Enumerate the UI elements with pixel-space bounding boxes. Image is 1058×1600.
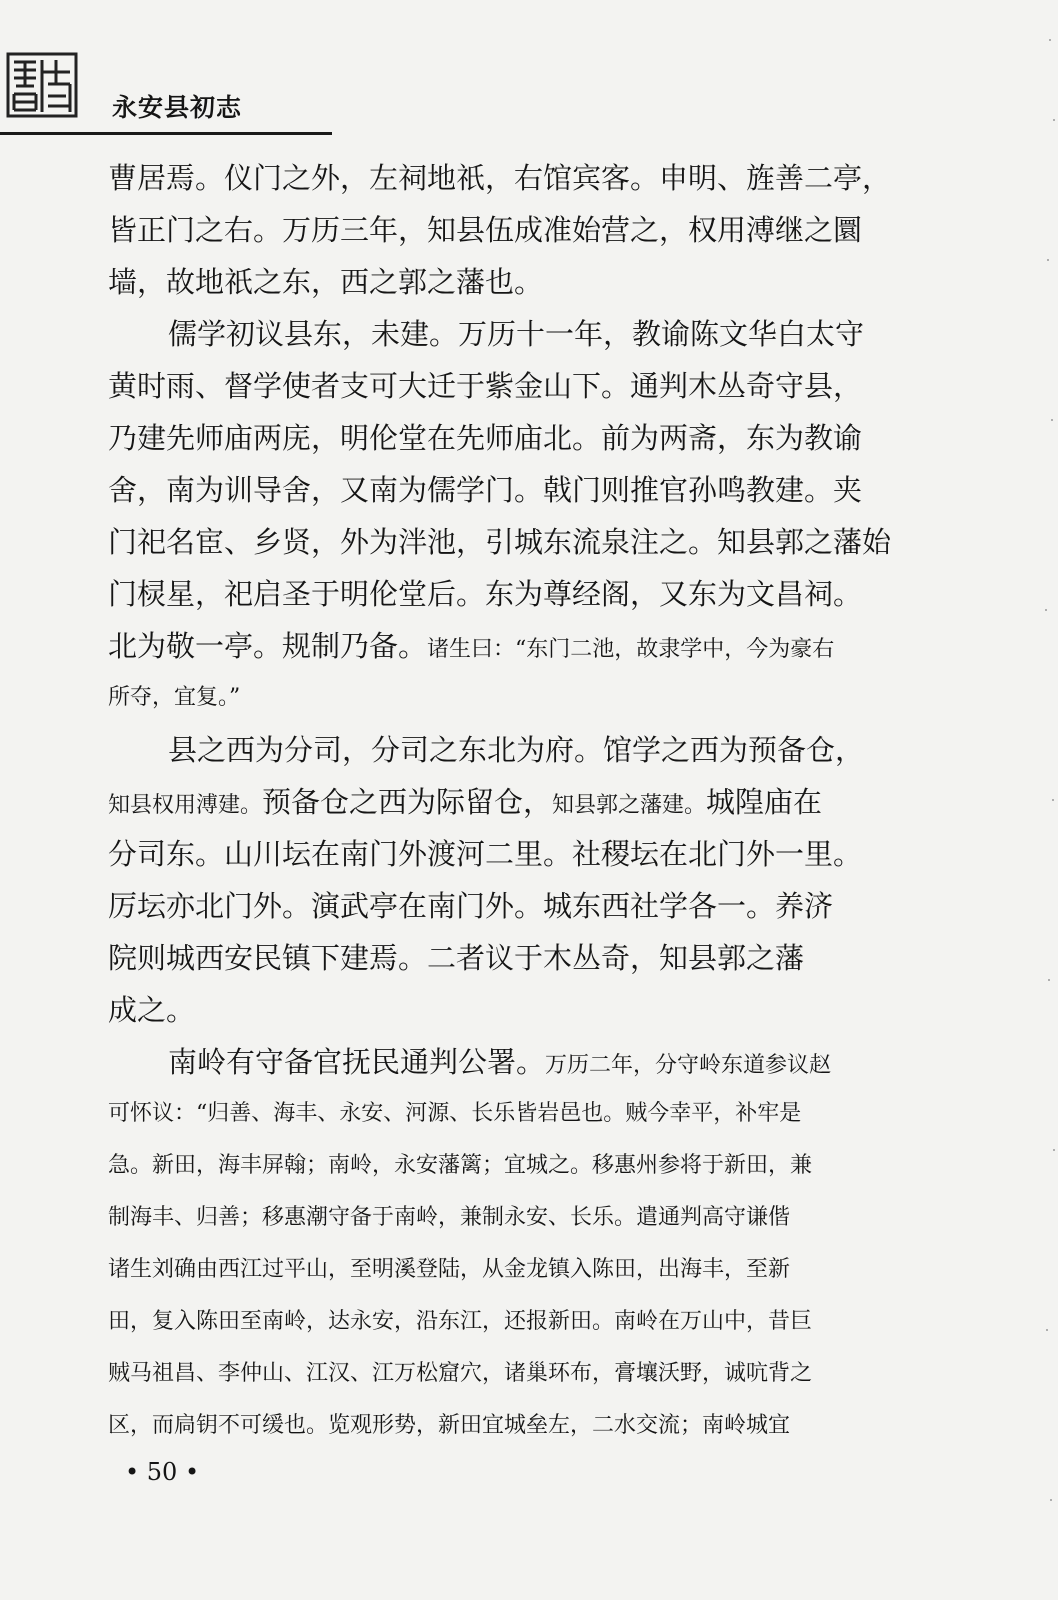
text-line <box>108 1088 928 1140</box>
annotation-text: 知县权用溥建。 <box>108 793 263 818</box>
annotation-text: 贼马祖昌、李仲山、江汉、江万松窟穴，诸巢环布，膏壤沃野，诚吭背之 <box>108 1361 813 1386</box>
text-line <box>108 204 928 256</box>
main-text: 皆正门之右。万历三年，知县伍成准始营之，权用溥继之圜 <box>108 213 863 247</box>
annotation-text: 万历二年，分守岭东道参议赵 <box>545 1053 832 1078</box>
text-line <box>108 1244 928 1296</box>
annotation-text: 田，复入陈田至南岭，达永安，沿东江，还报新田。南岭在万山中，昔巨 <box>108 1309 813 1334</box>
text-line <box>108 1400 928 1452</box>
main-text: 乃建先师庙两庑，明伦堂在先师庙北。前为两斋，东为教谕 <box>108 421 863 455</box>
main-text: 曹居焉。仪门之外，左祠地祇，右馆宾客。申明、旌善二亭， <box>108 161 892 195</box>
main-text: 儒学初议县东，未建。万历十一年，教谕陈文华白太守 <box>168 317 865 351</box>
text-line <box>108 256 928 308</box>
text-line <box>108 1348 928 1400</box>
text-line <box>108 1192 928 1244</box>
header-rule <box>0 132 332 135</box>
main-text: 成之。 <box>108 993 196 1027</box>
seal-stamp-icon <box>6 52 78 118</box>
text-line <box>108 880 928 932</box>
text-line <box>108 620 928 672</box>
main-text: 墙，故地祇之东，西之郭之藩也。 <box>108 265 544 299</box>
main-text: 黄时雨、督学使者支可大迁于紫金山下。通判木丛奇守县， <box>108 369 863 403</box>
text-line <box>108 828 928 880</box>
text-line <box>108 1140 928 1192</box>
text-line <box>108 932 928 984</box>
annotation-text: 诸生曰：“东门二池，故隶学中，今为豪右 <box>427 637 835 662</box>
text-line <box>108 308 928 360</box>
main-text: 南岭有守备官抚民通判公署。 <box>168 1045 546 1079</box>
main-text: 院则城西安民镇下建焉。二者议于木丛奇，知县郭之藩 <box>108 941 805 975</box>
annotation-text: 诸生刘确由西江过平山，至明溪登陆，从金龙镇入陈田，出海丰，至新 <box>108 1257 791 1282</box>
text-line <box>108 672 928 724</box>
annotation-text: 区，而扃钥不可缓也。览观形势，新田宜城垒左，二水交流；南岭城宜 <box>108 1413 791 1438</box>
running-header-title: 永安县初志 <box>112 93 243 122</box>
text-line <box>108 516 928 568</box>
annotation-text: 知县郭之藩建。 <box>552 793 707 818</box>
text-line <box>108 360 928 412</box>
annotation-text: 急。新田，海丰屏翰；南岭，永安藩篱；宜城之。移惠州参将于新田，兼 <box>108 1153 813 1178</box>
page-edge-noise <box>1036 0 1058 1600</box>
text-line <box>108 984 928 1036</box>
text-line <box>108 412 928 464</box>
main-text: 分司东。山川坛在南门外渡河二里。社稷坛在北门外一里。 <box>108 837 863 871</box>
main-text: 县之西为分司，分司之东北为府。馆学之西为预备仓， <box>168 733 865 767</box>
text-line <box>108 152 928 204</box>
annotation-text: 可怀议：“归善、海丰、永安、河源、长乐皆岩邑也。贼今幸平，补牢是 <box>108 1101 802 1126</box>
text-line <box>108 568 928 620</box>
main-text: 门棂星，祀启圣于明伦堂后。东为尊经阁，又东为文昌祠。 <box>108 577 863 611</box>
page-number: • 50 • <box>125 1458 200 1486</box>
text-line <box>108 1296 928 1348</box>
annotation-text: 制海丰、归善；移惠潮守备于南岭，兼制永安、长乐。遣通判高守谦偕 <box>108 1205 791 1230</box>
text-line <box>108 1036 928 1088</box>
body-text <box>108 152 928 1452</box>
main-text: 城隍庙在 <box>706 785 823 819</box>
text-line <box>108 776 928 828</box>
main-text: 预备仓之西为际留仓， <box>262 785 553 819</box>
main-text: 舍，南为训导舍，又南为儒学门。戟门则推官孙鸣教建。夹 <box>108 473 863 507</box>
text-line <box>108 724 928 776</box>
main-text: 厉坛亦北门外。演武亭在南门外。城东西社学各一。养济 <box>108 889 834 923</box>
main-text: 门祀名宦、乡贤，外为泮池，引城东流泉注之。知县郭之藩始 <box>108 525 892 559</box>
annotation-text: 所夺，宜复。” <box>108 685 241 710</box>
main-text: 北为敬一亭。规制乃备。 <box>108 629 428 663</box>
text-line <box>108 464 928 516</box>
